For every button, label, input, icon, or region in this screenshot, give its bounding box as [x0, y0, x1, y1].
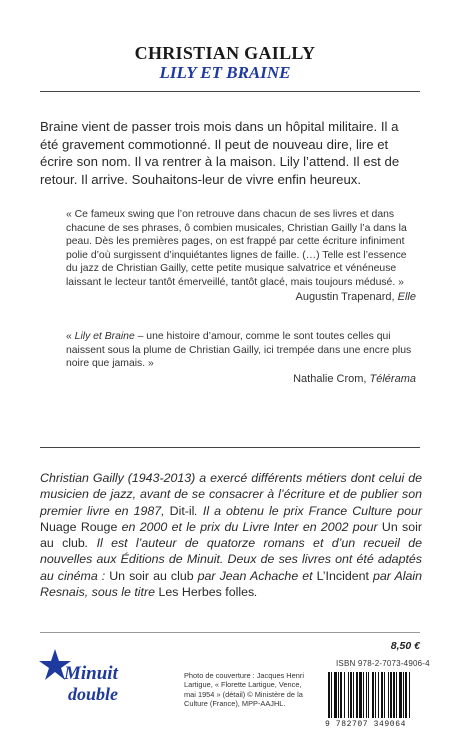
press-quote-2-book-title: Lily et Braine	[74, 331, 135, 342]
press-quote-2	[66, 330, 416, 386]
footer-divider	[40, 632, 420, 633]
barcode-bar	[409, 672, 410, 718]
summary-text: Braine vient de passer trois mois dans un hôpital militaire. Il a été gravement commotionné. Il peut de nouveau dire, lire et écrire son nom. Il va rentrer à la maison. Lily l’attend. Il est de retour. Il arrive. Souhaitons-leur de vivre enfin heureux.	[40, 119, 400, 187]
barcode-bar	[331, 672, 332, 718]
bio-book-title: Un soir au club	[109, 568, 194, 583]
bio-part: . Il a obtenu le prix France Culture pour	[194, 503, 423, 518]
barcode-bar	[338, 672, 339, 718]
barcode-bar	[396, 672, 397, 718]
press-quote-2-source: Télérama	[369, 372, 416, 385]
bio-part: .	[254, 585, 258, 600]
barcode-bar	[399, 672, 402, 718]
barcode-bar	[378, 672, 379, 718]
book-title: LILY ET BRAINE	[159, 63, 291, 82]
barcode	[326, 672, 422, 718]
barcode-bar	[384, 672, 385, 718]
price-label: 8,50 €	[390, 640, 420, 652]
publisher-logo	[38, 648, 158, 708]
bio-part: Christian Gailly (1943-2013) a exercé différents métiers dont celui de musicien de jazz, avant de se consacrer à l’écriture et de publier son premier livre en 1987,	[40, 471, 422, 518]
press-quote-2-author: Nathalie Crom,	[293, 372, 367, 385]
publisher-logo-line2: double	[68, 684, 119, 704]
barcode-bar	[372, 672, 374, 718]
barcode-number: 9 782707 349064	[325, 720, 407, 729]
bio-book-title: Les Herbes folles	[158, 585, 255, 600]
barcode-bar	[344, 672, 345, 718]
press-quote-1	[66, 208, 416, 305]
barcode-bar	[403, 672, 404, 718]
barcode-bar	[405, 672, 407, 718]
press-quote-1-source: Elle	[397, 291, 416, 303]
press-quote-2-open: «	[66, 331, 75, 342]
press-quote-2-attribution	[66, 373, 416, 387]
publisher-logo-line1: Minuit	[64, 663, 118, 684]
author-bio	[40, 470, 422, 600]
press-quote-1-text: « Ce fameux swing que l’on retrouve dans chacun de ses livres et dans chacune de ses phrases, ô combien musicales, Christian Gailly l’a dans la peau. Dès les premières pages, on est frappé par cette écriture infiniment polie d’où surgissent d’inquiétantes lignes de faille. (…) Telle est l’essence du jazz de Christian Gailly, cette petite musique salvatrice et vénéneuse laissant le lecteur tantôt émerveillé, tantôt glacé, mais toujours médusé. »	[66, 209, 407, 288]
barcode-bar	[381, 672, 383, 718]
bio-book-title: Un soir au club	[40, 519, 423, 551]
isbn-label: ISBN 978-2-7073-4906-4	[336, 659, 430, 668]
bio-part: en 2000 et le prix du Livre Inter en 2002 pour	[117, 519, 382, 534]
barcode-bar	[393, 672, 395, 718]
bio-divider	[40, 447, 420, 448]
press-quote-1-attribution	[66, 291, 416, 305]
bio-book-title: Nuage Rouge	[40, 519, 118, 534]
bio-part: par Jean Achache et	[193, 568, 317, 583]
barcode-bar	[375, 672, 376, 718]
press-quote-2-body: – une histoire d’amour, comme le sont toutes celles qui naissent sous la plume de Christian Gailly, ici trempée dans une encre plus noire que jamais. »	[66, 331, 412, 369]
top-divider	[40, 91, 420, 92]
barcode-bar	[340, 672, 342, 718]
barcode-bar	[356, 672, 358, 718]
barcode-bar	[390, 672, 392, 718]
barcode-bar	[366, 672, 367, 718]
press-quote-2-text	[66, 330, 416, 371]
press-quote-1-author: Augustin Trapenard,	[295, 291, 395, 303]
barcode-bar	[388, 672, 389, 718]
barcode-bar	[328, 672, 330, 718]
barcode-bar	[348, 672, 349, 718]
barcode-bar	[353, 672, 354, 718]
barcode-bar	[363, 672, 364, 718]
barcode-bar	[359, 672, 362, 718]
bio-part: par Alain Resnais, sous le titre	[40, 568, 422, 600]
bio-book-title: Dit-il	[169, 503, 195, 518]
bio-book-title: L’Incident	[316, 568, 369, 583]
bio-part: . Il est l’auteur de quatorze romans et d’un recueil de nouvelles aux Éditions de Minuit. Deux de ses livres ont été adaptés au cinéma :	[40, 536, 422, 583]
author-name: CHRISTIAN GAILLY	[134, 43, 316, 63]
barcode-bar	[350, 672, 352, 718]
barcode-bar	[368, 672, 369, 718]
barcode-bar	[334, 672, 337, 718]
cover-photo-credits: Photo de couverture : Jacques Henri Lartigue, « Florette Lartigue, Vence, mai 1954 » (détail) © Ministère de la Culture (France), MPP-AAJHL.	[184, 671, 304, 709]
